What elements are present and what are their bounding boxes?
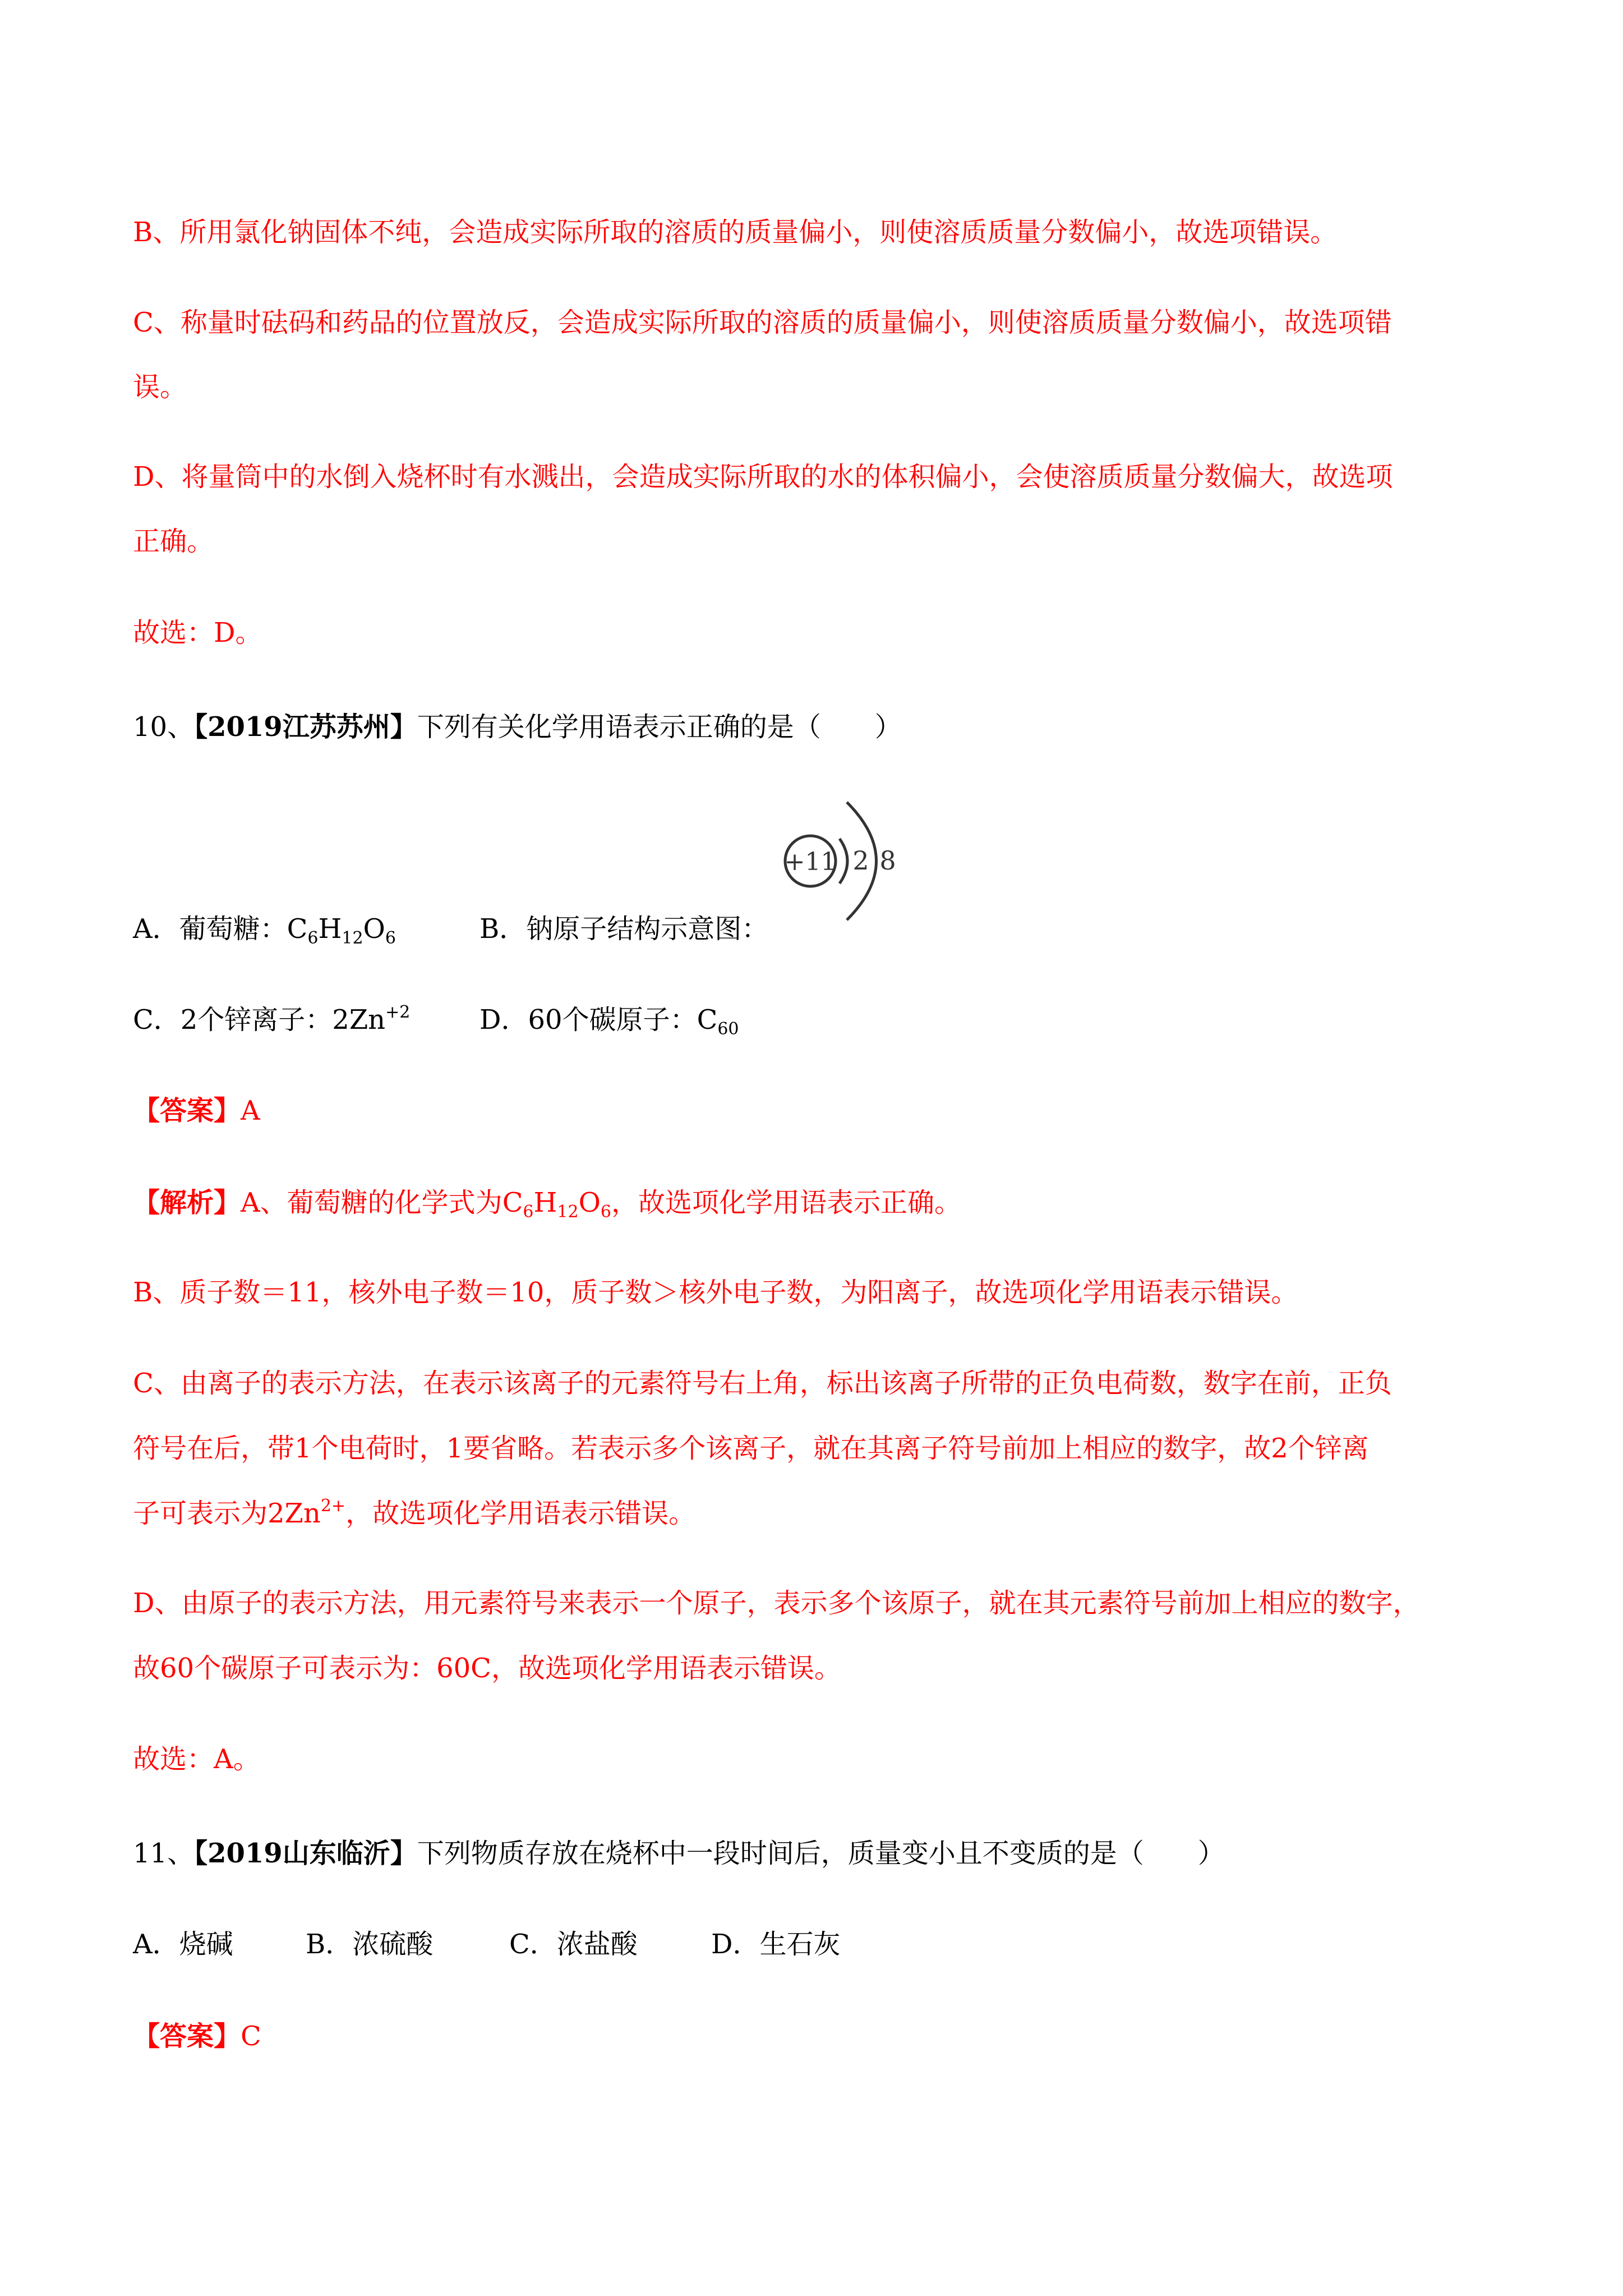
q9-choice: 故选：D。 [133,617,262,648]
q10-choice: 故选：A。 [133,1743,260,1775]
analysis-a-text: A、葡萄糖的化学式为 [241,1187,502,1218]
analysis-formula-c-sub: 6 [523,1202,534,1222]
answer-label: 【答案】 [133,1095,241,1126]
formula-h-sub: 12 [342,928,363,948]
q10-analysis-d-line1: D、由原子的表示方法，用元素符号来表示一个原子，表示多个该原子，就在其元素符号前加上相应的数字， [133,1588,1420,1619]
q10-option-a [133,912,396,946]
q10-option-d-label: D．60个碳原子： [479,1004,697,1036]
analysis-c3-charge: 2+ [320,1496,346,1516]
analysis-formula-h: H [533,1187,557,1218]
q10-option-c-label: C．2个锌离子： [133,1004,333,1036]
q10-option-b: B．钠原子结构示意图： [479,913,769,945]
q11-option-c: C．浓盐酸 [509,1929,638,1960]
electron-shell-1 [840,839,847,884]
q9-analysis-d-line2: 正确。 [133,526,214,557]
analysis-c3-text: 子可表示为 [133,1498,268,1529]
formula-h: H [318,913,342,945]
q10-option-c-charge: +2 [385,1002,411,1022]
q9-analysis-d-line1: D、将量筒中的水倒入烧杯时有水溅出，会造成实际所取的水的体积偏小，会使溶质质量分数偏大，故选项 [133,461,1393,493]
q9-analysis-c-line1: C、称量时砝码和药品的位置放反，会造成实际所取的溶质的质量偏小，则使溶质质量分数偏小，故选项错 [133,307,1392,338]
analysis-formula-o: O [578,1187,601,1218]
q11-source: 【2019山东临沂】 [194,1838,417,1869]
formula-o-sub: 6 [385,928,396,948]
q10-option-a-label: A．葡萄糖： [133,913,287,945]
formula-c-sub: 6 [307,928,319,948]
analysis-formula-c: C [502,1187,523,1218]
q10-option-c [133,1003,410,1037]
q11-number: 11、 [133,1838,195,1869]
q11-option-a: A．烧碱 [133,1929,233,1960]
nucleus-charge: +11 [784,848,837,876]
answer-label: 【答案】 [133,2021,241,2052]
q10-option-d-sub: 60 [717,1019,739,1039]
answer-value: C [241,2021,261,2052]
q11-option-b: B．浓硫酸 [306,1929,434,1960]
shell-2-electrons: 8 [879,845,896,876]
analysis-formula-h-sub: 12 [557,1202,579,1222]
q10-analysis-b: B、质子数＝11，核外电子数＝10，质子数＞核外电子数，为阳离子，故选项化学用语表示错误。 [133,1277,1298,1308]
q10-answer [133,1094,260,1128]
q11-stem-line [133,1837,1225,1870]
answer-value: A [241,1095,260,1126]
q9-analysis-b: B、所用氯化钠固体不纯，会造成实际所取的溶质的质量偏小，则使溶质质量分数偏小，故选项错误。 [133,217,1338,248]
q10-option-d [479,1003,739,1037]
q10-stem-line [133,710,902,744]
q9-analysis-c-line2: 误。 [133,371,187,403]
sodium-atom-diagram [777,794,911,940]
q10-option-d-formula: C [697,1004,718,1036]
q10-analysis-a [133,1186,961,1220]
q10-analysis-d-line2: 故60个碳原子可表示为：60C，故选项化学用语表示错误。 [133,1653,841,1684]
q10-number: 10、 [133,711,195,743]
analysis-label: 【解析】 [133,1187,241,1218]
analysis-c3-formula: 2Zn [268,1498,321,1529]
analysis-formula-o-sub: 6 [600,1202,612,1222]
formula-o: O [363,913,385,945]
q10-analysis-c-line1: C、由离子的表示方法，在表示该离子的元素符号右上角，标出该离子所带的正负电荷数，数字在前，正负 [133,1368,1392,1399]
analysis-c3-conclusion: ，故选项化学用语表示错误。 [345,1498,696,1529]
q10-stem: 下列有关化学用语表示正确的是（ ） [417,711,902,743]
q11-answer [133,2019,261,2053]
q10-analysis-c-line2: 符号在后，带1个电荷时，1要省略。若表示多个该离子，就在其离子符号前加上相应的数字，故2个锌离 [133,1433,1369,1464]
analysis-a-conclusion: ，故选项化学用语表示正确。 [611,1187,962,1218]
q11-option-d: D．生石灰 [711,1929,841,1960]
q10-analysis-c-line3 [133,1497,695,1530]
q11-stem: 下列物质存放在烧杯中一段时间后，质量变小且不变质的是（ ） [417,1838,1225,1869]
formula-c: C [287,913,308,945]
q10-option-c-formula: 2Zn [332,1004,386,1036]
shell-1-electrons: 2 [852,845,869,876]
q10-source: 【2019江苏苏州】 [194,711,417,743]
